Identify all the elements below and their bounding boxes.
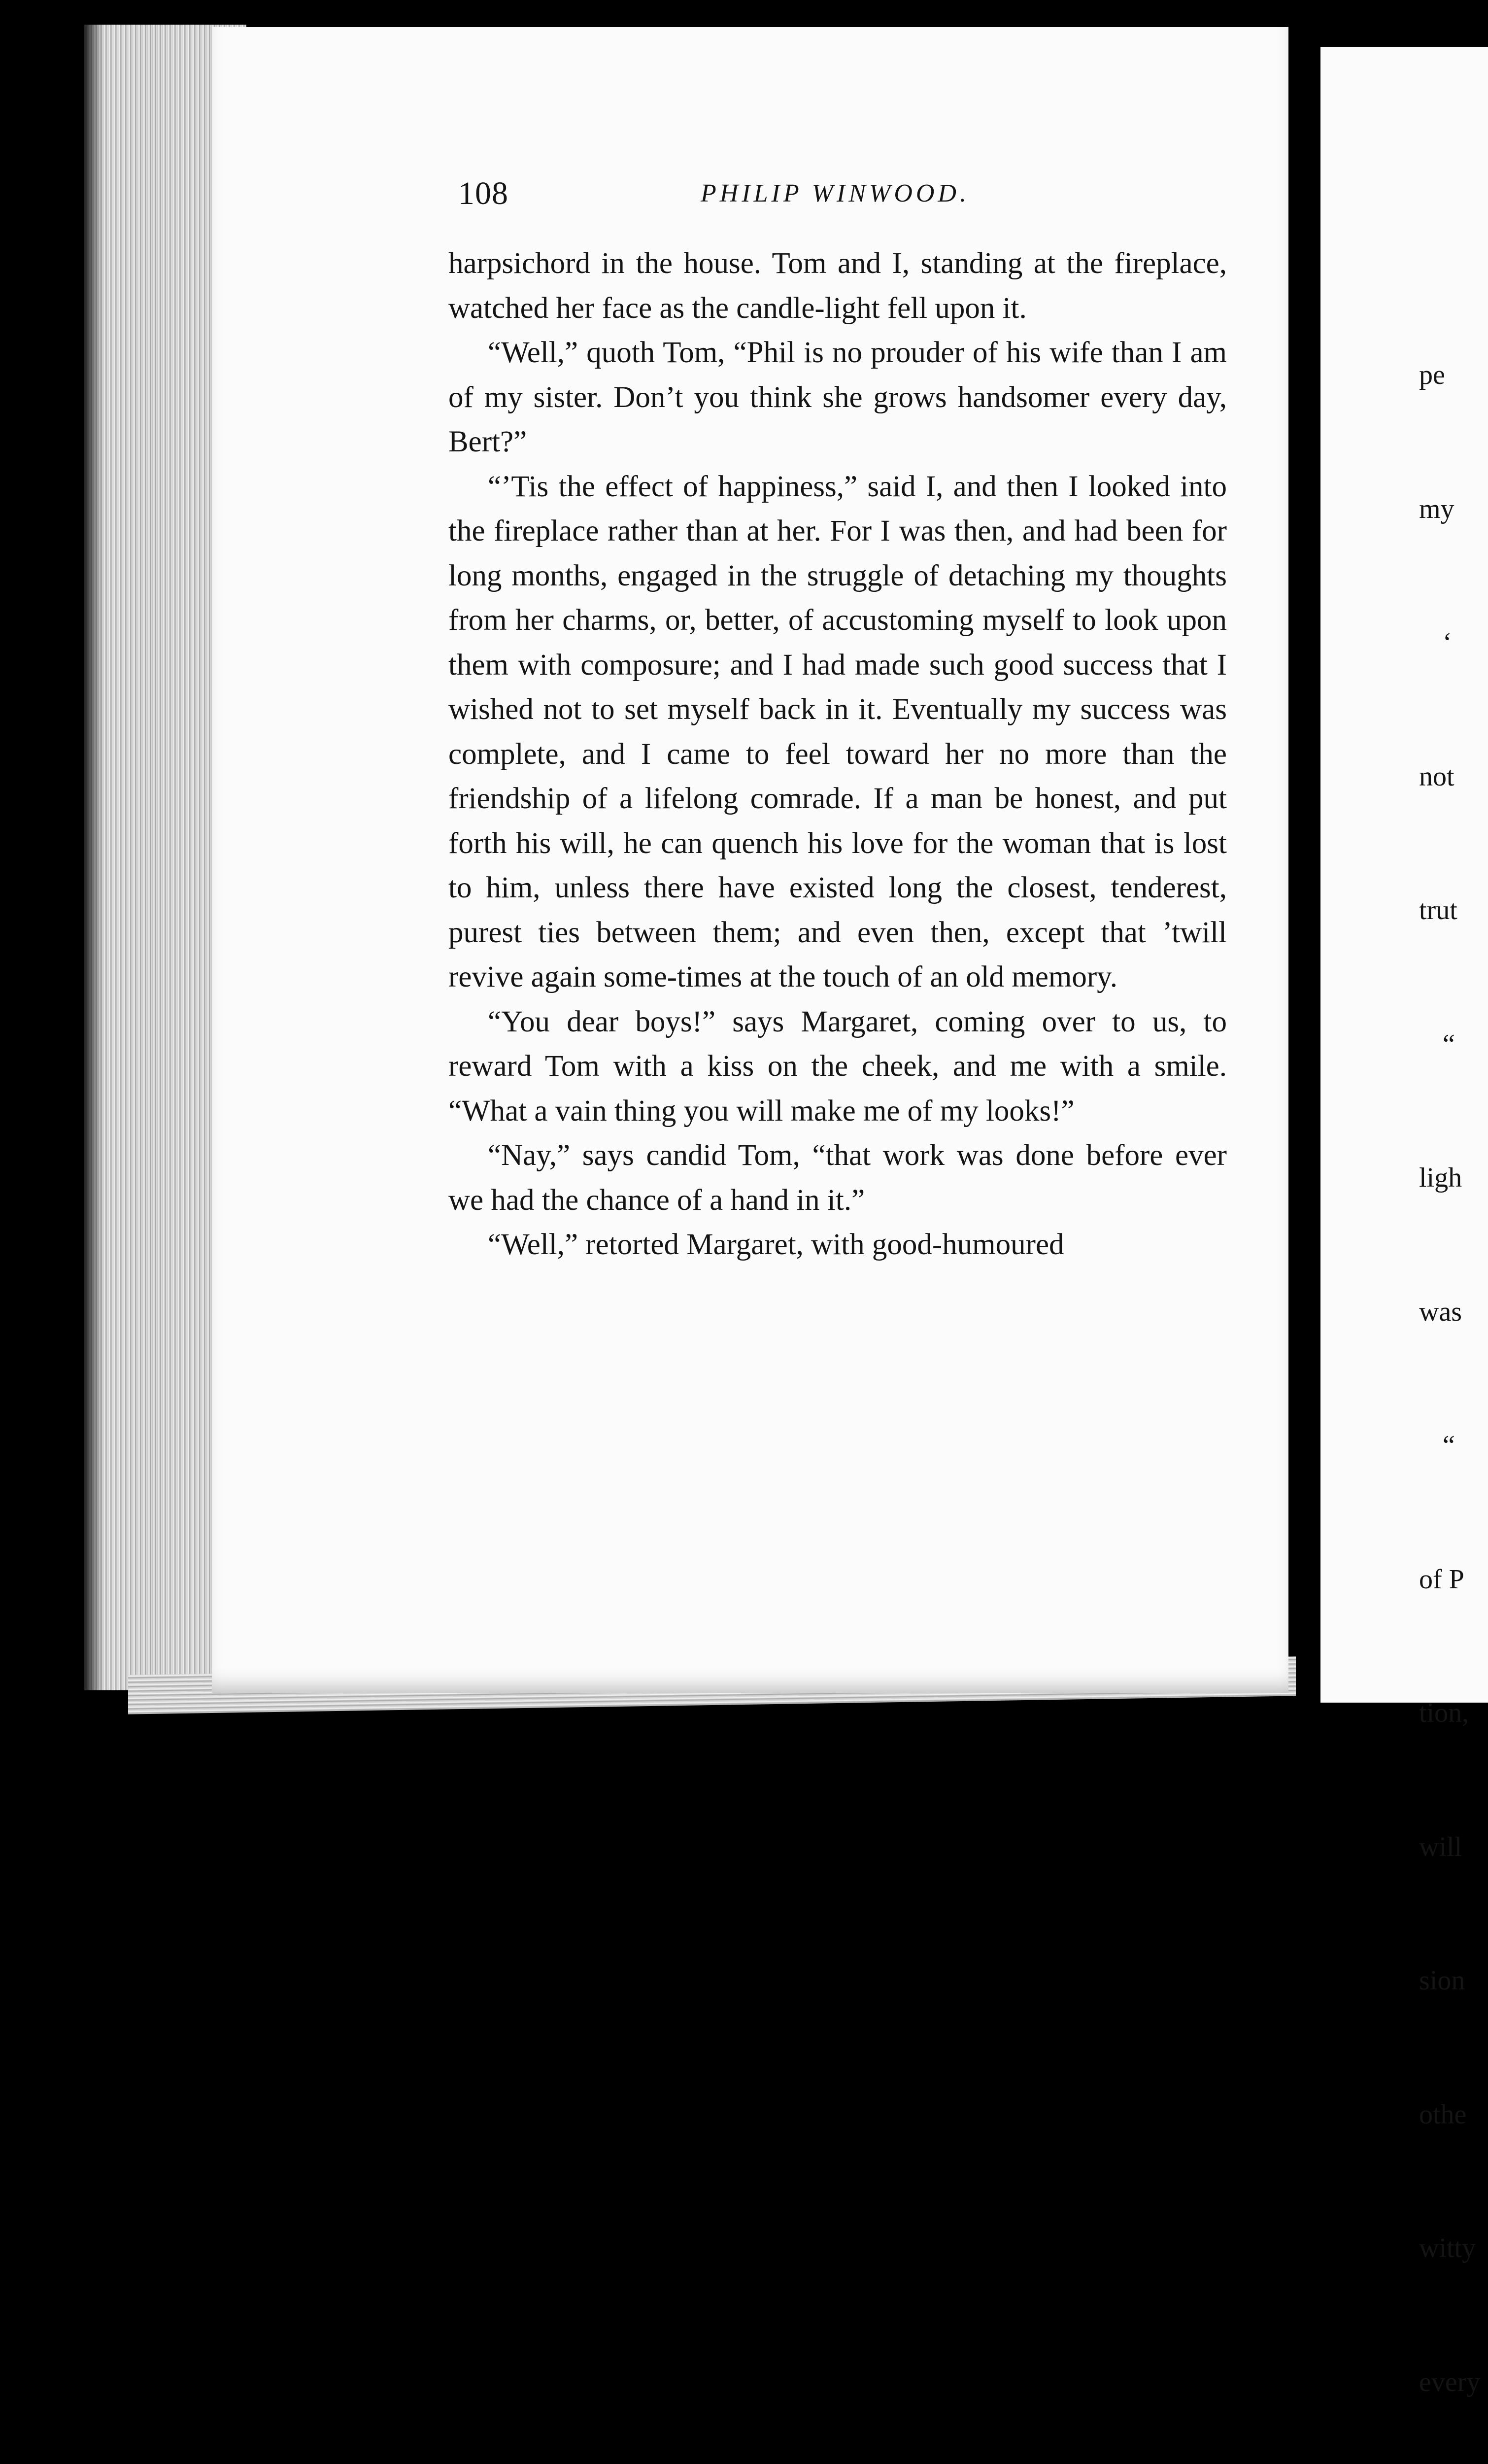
facing-line: ligh: [1419, 1163, 1462, 1193]
running-title: PHILIP WINWOOD.: [701, 179, 970, 207]
facing-line: was: [1419, 1296, 1462, 1327]
facing-page-text: [1419, 264, 1488, 2464]
facing-line: my: [1419, 493, 1454, 524]
paragraph: “Well,” quoth Tom, “Phil is no prouder of his wife than I am of my sister. Don’t you think she grows handsomer every day, Bert?”: [448, 336, 1227, 458]
facing-line: ‘: [1443, 627, 1452, 658]
paragraph: harpsichord in the house. Tom and I, standing at the fireplace, watched her face as the candle-light fell upon it.: [448, 247, 1227, 325]
page-edges-shadow: [84, 25, 103, 1690]
paragraph: “Well,” retorted Margaret, with good-humoured: [488, 1228, 1064, 1261]
facing-line: witty: [1419, 2233, 1476, 2263]
facing-line: othe: [1419, 2099, 1467, 2130]
facing-line: every: [1419, 2366, 1481, 2397]
facing-line: “: [1443, 1028, 1455, 1060]
page-number: 108: [458, 175, 508, 211]
paragraph: “You dear boys!” says Margaret, coming over to us, to reward Tom with a kiss on the cheek, and me with a smile. “What a vain thing you will make me of my looks!”: [448, 1005, 1227, 1128]
body-text: [448, 241, 1227, 1267]
paragraph: “’Tis the effect of happiness,” said I, and then I looked into the fireplace rather than at her. For I was then, and had been for long months, engaged in the struggle of detaching my thoughts from her charms, or, better, of accustoming myself to look upon them with composure; and I had made such good success that I wished not to set myself back in it. Eventually my success was complete, and I came to feel toward her no more than the friendship of a lifelong comrade. If a man be honest, and put forth his will, he can quench his love for the woman that is lost to him, unless there have existed long the closest, tenderest, purest ties between them; and even then, except that ’twill revive again some-times at the touch of an old memory.: [448, 470, 1227, 993]
facing-line: of P: [1419, 1564, 1464, 1595]
facing-line: trut: [1419, 895, 1457, 925]
facing-line: will: [1419, 1831, 1462, 1862]
facing-line: sion: [1419, 1965, 1465, 1996]
running-head: [458, 175, 1197, 219]
paragraph: “Nay,” says candid Tom, “that work was done before ever we had the chance of a hand in it.”: [448, 1139, 1227, 1217]
facing-line: pe: [1419, 360, 1445, 390]
facing-line: tion,: [1419, 1698, 1469, 1728]
facing-line: not: [1419, 761, 1454, 792]
facing-line: “: [1443, 1430, 1455, 1461]
